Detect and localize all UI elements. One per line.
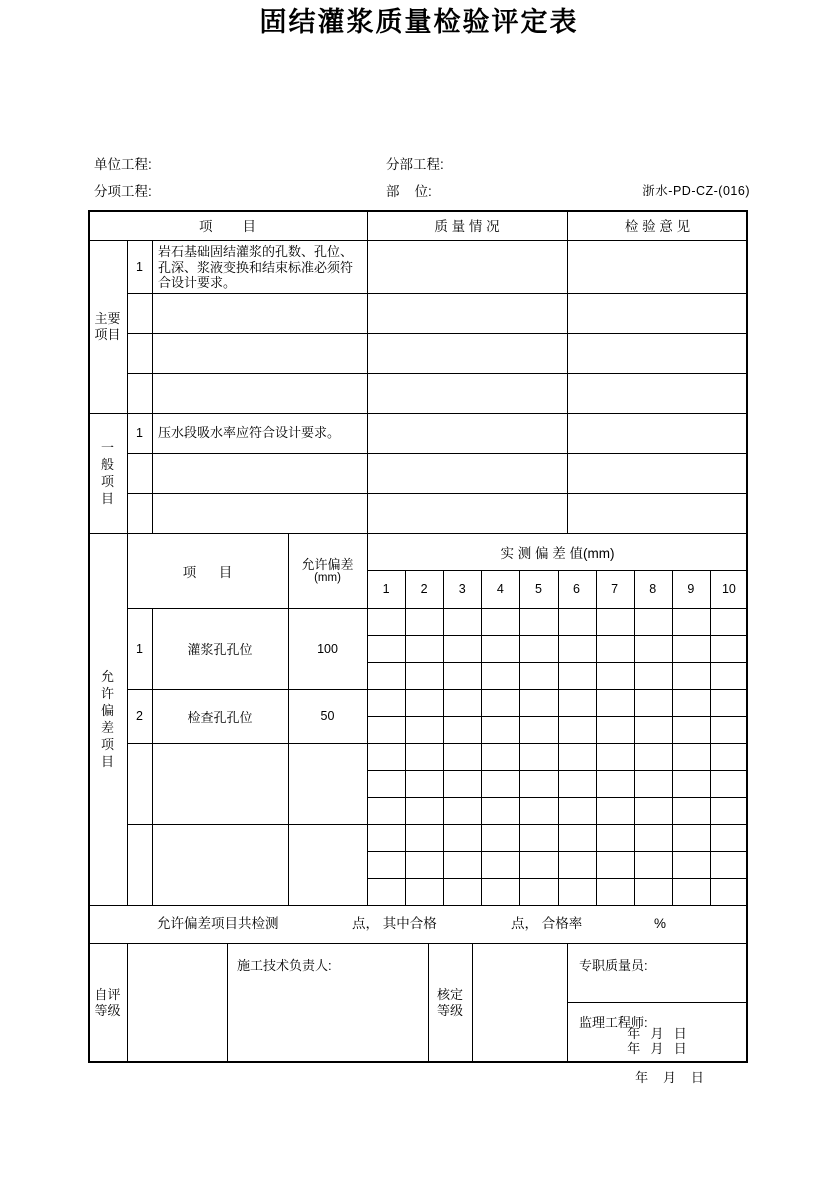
deviation-header-allowed-unit: (mm) [314, 571, 341, 584]
measure-col-header: 10 [721, 582, 736, 596]
col-header-quality: 质 量 情 况 [434, 219, 500, 234]
measure-col-header: 8 [649, 582, 657, 596]
section-label-general-items-text: 一般项目 [100, 440, 114, 506]
summary-pass-rate-label: 点， 合格率 [511, 916, 583, 931]
table-grid-line [567, 210, 568, 533]
table-grid-line [567, 1002, 748, 1003]
deviation-row1-name: 灌浆孔孔位 [187, 642, 253, 657]
measure-col-header: 1 [382, 582, 390, 596]
table-grid-line [88, 413, 748, 414]
section-label-deviation-items [88, 533, 127, 905]
bottom-date: 年 月 日 [635, 1070, 705, 1085]
table-grid-line [367, 210, 368, 905]
section-label-main-items [88, 240, 127, 413]
page-title: 固结灌浆质量检验评定表 [259, 7, 579, 37]
table-grid-line [88, 210, 90, 1063]
table-grid-line [127, 689, 748, 690]
verified-grade-label-text: 核定等级 [436, 987, 463, 1018]
measure-col-header: 5 [534, 582, 542, 596]
deviation-header-allowed-text: 允许偏差 [301, 556, 354, 572]
table-grid-line [127, 333, 748, 334]
table-grid-line [127, 493, 748, 494]
table-grid-line [405, 570, 406, 905]
inspection-table [88, 210, 748, 1063]
table-grid-line [710, 570, 711, 905]
table-grid-line [481, 570, 482, 905]
general-row1-text: 压水段吸水率应符合设计要求。 [158, 425, 341, 441]
deviation-row1-allowed: 100 [317, 641, 338, 656]
field-subitem-project: 分项工程: [94, 184, 152, 199]
deviation-header-allowed [288, 533, 367, 608]
table-grid-line [558, 570, 559, 905]
quality-officer-label: 专职质量员: [579, 958, 648, 973]
table-grid-line [88, 1061, 748, 1063]
table-grid-line [127, 743, 748, 744]
table-grid-line [634, 570, 635, 905]
measure-col-header: 4 [496, 582, 504, 596]
table-grid-line [127, 608, 748, 609]
table-grid-line [127, 824, 748, 825]
col-header-opinion: 检 验 意 见 [624, 219, 691, 234]
table-grid-line [567, 943, 568, 1063]
table-grid-line [227, 943, 228, 1063]
table-grid-line [127, 373, 748, 374]
table-grid-line [127, 293, 748, 294]
table-grid-line [127, 453, 748, 454]
field-location: 部 位: [386, 184, 432, 199]
table-grid-line [88, 533, 748, 534]
table-grid-line [428, 943, 429, 1063]
measure-col-header: 3 [458, 582, 466, 596]
table-grid-line [88, 210, 748, 212]
section-label-deviation-items-text: 允许偏差项目 [100, 669, 114, 769]
verified-grade-label [428, 943, 472, 1063]
table-grid-line [152, 240, 153, 533]
general-row1-number: 1 [136, 426, 143, 440]
deviation-row2-allowed: 50 [320, 709, 335, 723]
form-number: 浙水-PD-CZ-(016) [642, 184, 750, 198]
deviation-header-item: 项 目 [182, 564, 233, 580]
supervisor-label: 监理工程师: [579, 1015, 648, 1030]
supervisor-date-line1: 年 月 日 [627, 1026, 688, 1041]
field-unit-project: 单位工程: [94, 157, 152, 172]
deviation-row2-name: 检查孔孔位 [187, 709, 253, 725]
table-grid-line [443, 570, 444, 905]
summary-points-qualified-label: 点， 其中合格 [352, 916, 437, 931]
table-grid-line [152, 608, 153, 905]
deviation-row2-number: 2 [136, 709, 143, 723]
table-grid-line [88, 905, 748, 906]
table-grid-line [596, 570, 597, 905]
table-grid-line [127, 240, 128, 905]
summary-checked-label: 允许偏差项目共检测 [157, 916, 279, 931]
self-grade-label [88, 943, 127, 1063]
section-label-main-items-text: 主要项目 [94, 310, 121, 342]
summary-percent-sign: % [654, 916, 667, 931]
tech-lead-label: 施工技术负责人: [237, 958, 332, 973]
main-row1-text: 岩石基础固结灌浆的孔数、孔位、孔深、浆液变换和结束标准必须符合设计要求。 [158, 244, 354, 290]
table-grid-line [88, 240, 748, 241]
deviation-header-measured: 实 测 偏 差 值(mm) [500, 545, 615, 561]
table-grid-line [472, 943, 473, 1063]
table-grid-line [519, 570, 520, 905]
measure-col-header: 7 [611, 582, 619, 596]
deviation-row1-number: 1 [136, 641, 143, 656]
measure-col-header: 2 [420, 582, 428, 596]
measure-col-header: 9 [687, 582, 695, 596]
measure-col-header: 6 [573, 582, 580, 596]
main-row1-number: 1 [136, 259, 143, 274]
field-division-project: 分部工程: [386, 157, 444, 172]
table-grid-line [127, 943, 128, 1063]
supervisor-date-line2: 年 月 日 [627, 1041, 688, 1056]
table-grid-line [288, 533, 289, 905]
self-grade-label-text: 自评等级 [94, 987, 121, 1018]
col-header-item: 项 目 [198, 219, 256, 234]
section-label-general-items [88, 413, 127, 533]
table-grid-line [672, 570, 673, 905]
table-grid-line [88, 943, 748, 944]
table-grid-line [746, 210, 748, 1063]
